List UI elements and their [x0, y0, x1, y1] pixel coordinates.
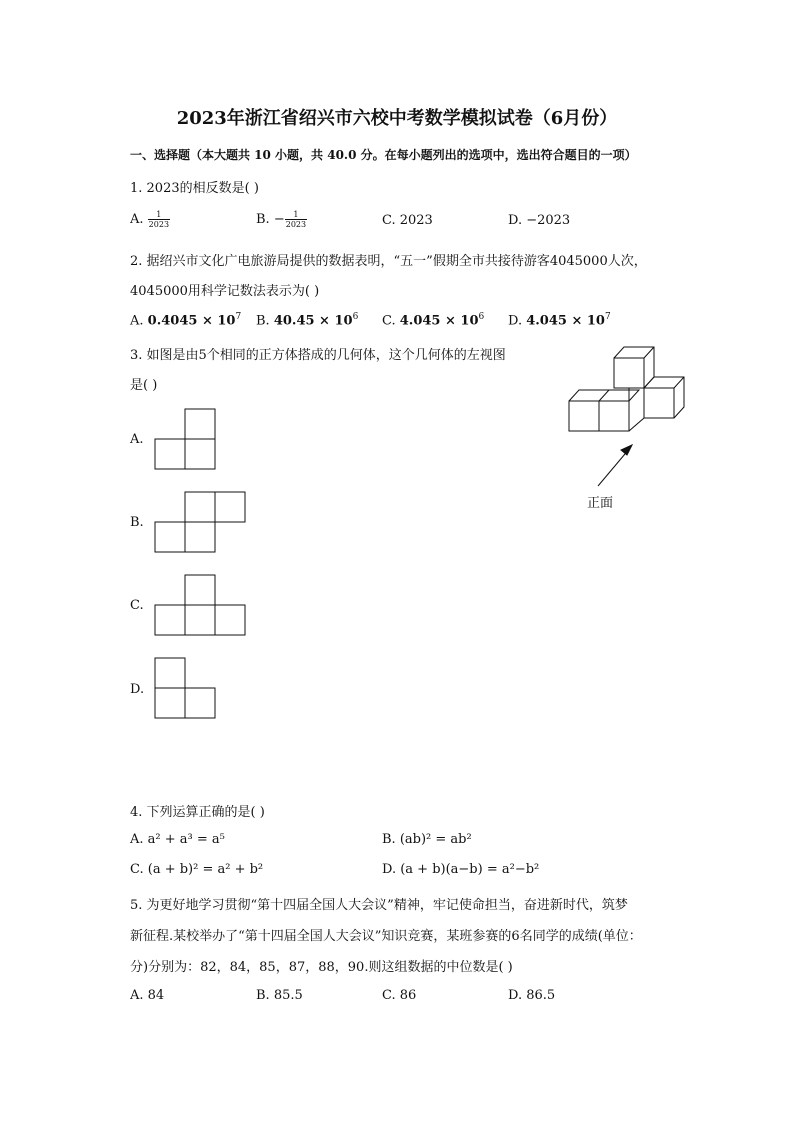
q3-c-label: C. — [130, 598, 144, 613]
a-square-br — [185, 439, 215, 469]
q1-a-fraction — [148, 210, 170, 229]
q1-a-numerator: 1 — [148, 210, 170, 220]
b-square-bm — [185, 522, 215, 552]
c-square-bl — [155, 605, 185, 635]
q4-option-c: C. (a + b)² = a² + b² — [130, 862, 264, 877]
section-heading: 一、选择题（本大题共 10 小题，共 40.0 分。在每小题列出的选项中，选出符合题目的一项） — [130, 148, 637, 162]
top-cube-front — [614, 358, 644, 388]
q1-option-b — [256, 210, 307, 229]
q1-stem: 1. 2023的相反数是( ) — [130, 181, 259, 196]
q3-option-d-view — [154, 657, 218, 721]
q2-d-label: D. — [508, 313, 523, 329]
c-square-top — [185, 575, 215, 605]
q4-stem: 4. 下列运算正确的是( ) — [130, 805, 265, 820]
q5-stem-line3: 分)分别为：82，84，85，87，88，90.则这组数据的中位数是( ) — [130, 960, 513, 975]
a-square-bl — [155, 439, 185, 469]
q2-c-label: C. — [382, 313, 396, 329]
c-square-br — [215, 605, 245, 635]
q5-stem-line1: 5. 为更好地学习贯彻“第十四届全国人大会议”精神，牢记使命担当，奋进新时代，筑梦 — [130, 898, 628, 913]
q4-option-d: D. (a + b)(a−b) = a²−b² — [382, 862, 540, 877]
d-square-bl — [155, 688, 185, 718]
q2-a-exponent: 7 — [235, 312, 242, 322]
d-square-br — [185, 688, 215, 718]
q1-b-fraction — [285, 210, 307, 229]
q3-stem-line2: 是( ) — [130, 378, 158, 393]
q3-option-b-view — [154, 491, 248, 555]
q3-solid-figure — [566, 344, 696, 514]
a-square-top — [185, 409, 215, 439]
connector-edges — [629, 388, 644, 431]
q1-b-denominator: 2023 — [285, 220, 307, 229]
q1-option-a — [130, 210, 170, 229]
q2-d-base: 4.045 × 10 — [526, 313, 605, 329]
q3-a-label: A. — [130, 432, 144, 447]
page-title: 2023年浙江省绍兴市六校中考数学模拟试卷（6月份） — [176, 108, 618, 129]
q2-d-exponent: 7 — [604, 312, 611, 322]
q5-option-c: C. 86 — [382, 988, 417, 1003]
cube-front-1 — [569, 401, 599, 431]
c-square-bm — [185, 605, 215, 635]
q2-a-label: A. — [130, 313, 144, 329]
q1-b-label: B. — [256, 212, 270, 227]
d-square-top — [155, 658, 185, 688]
q3-d-label: D. — [130, 682, 145, 697]
top-cube-edges — [614, 347, 654, 388]
q2-option-d — [508, 312, 611, 328]
q3-option-c-view — [154, 574, 248, 638]
right-cube-front — [644, 388, 674, 418]
q2-c-exponent: 6 — [478, 312, 485, 322]
q5-option-a: A. 84 — [130, 988, 165, 1003]
right-cube-edges — [644, 377, 684, 418]
q2-b-label: B. — [256, 313, 270, 329]
q5-option-d: D. 86.5 — [508, 988, 556, 1003]
q4-option-a: A. a² + a³ = a⁵ — [130, 832, 225, 847]
q5-option-b: B. 85.5 — [256, 988, 303, 1003]
q2-c-base: 4.045 × 10 — [399, 313, 479, 329]
q2-a-base: 0.4045 × 10 — [147, 313, 236, 329]
q1-a-denominator: 2023 — [148, 220, 170, 229]
q1-option-d: D. −2023 — [508, 213, 571, 228]
q2-b-base: 40.45 × 10 — [273, 313, 353, 329]
front-arrow-head — [621, 445, 632, 455]
q3-option-a-view — [154, 408, 218, 472]
cube-front-2 — [599, 401, 629, 431]
b-square-tm — [185, 492, 215, 522]
q1-a-label: A. — [130, 212, 144, 227]
b-square-bl — [155, 522, 185, 552]
q2-stem-line2: 4045000用科学记数法表示为( ) — [130, 284, 320, 299]
b-square-tr — [215, 492, 245, 522]
q3-b-label: B. — [130, 515, 144, 530]
q3-stem-line1: 3. 如图是由5个相同的正方体搭成的几何体，这个几何体的左视图 — [130, 348, 506, 363]
q2-option-b — [256, 312, 358, 328]
q1-b-numerator: 1 — [285, 210, 307, 220]
q3-front-label: 正面 — [587, 496, 614, 511]
q4-option-b: B. (ab)² = ab² — [382, 832, 472, 847]
q1-option-c: C. 2023 — [382, 213, 433, 228]
q2-option-a — [130, 312, 241, 328]
q2-stem-line1: 2. 据绍兴市文化广电旅游局提供的数据表明，“五一”假期全市共接待游客4045000人次， — [130, 254, 647, 269]
q5-stem-line2: 新征程.某校举办了“第十四届全国人大会议”知识竞赛，某班参赛的6名同学的成绩(单位： — [130, 929, 642, 944]
q2-option-c — [382, 312, 484, 328]
q2-b-exponent: 6 — [352, 312, 359, 322]
q1-b-sign: − — [273, 212, 285, 227]
